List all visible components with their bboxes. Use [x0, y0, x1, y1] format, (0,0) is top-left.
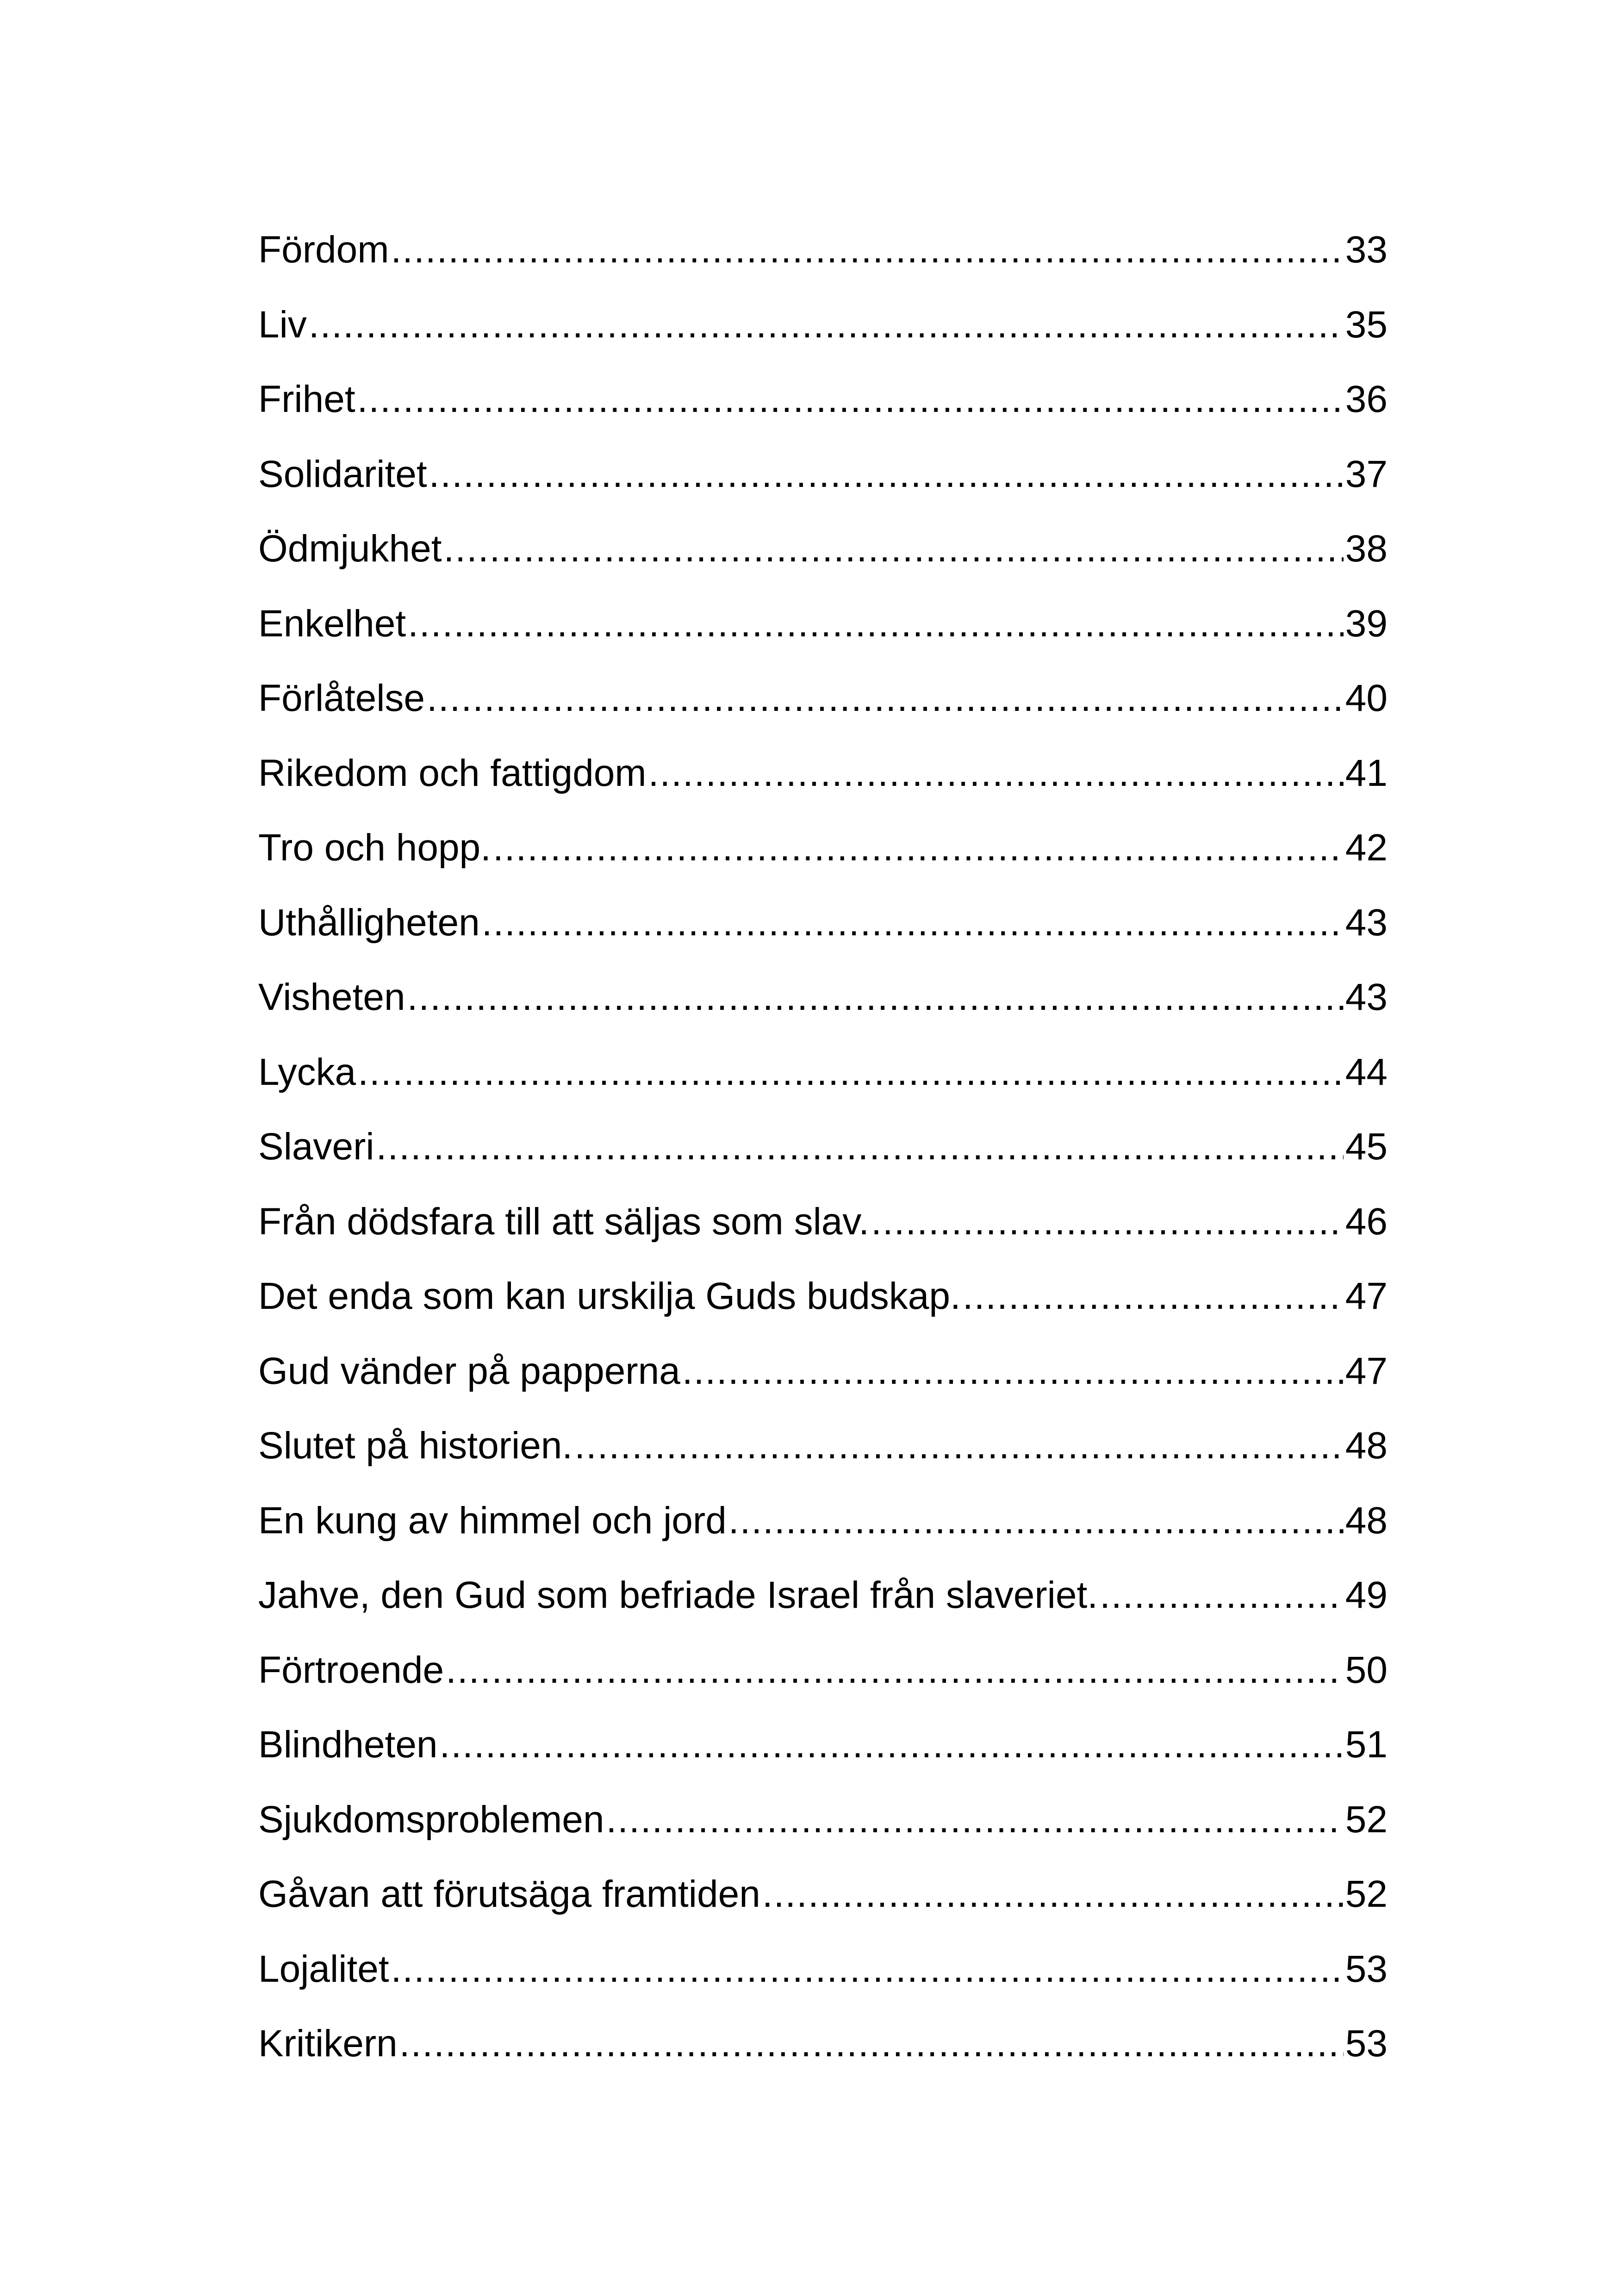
toc-entry-page-number: 53: [1345, 1948, 1388, 1990]
toc-entry-page-number: 41: [1345, 752, 1388, 794]
toc-dot-leader: [429, 437, 1344, 512]
toc-entry-page-number: 43: [1345, 901, 1388, 944]
toc-entry-title: Slaveri: [258, 1126, 374, 1168]
toc-entry[interactable]: [258, 661, 1388, 736]
toc-entry-page-number: 46: [1345, 1200, 1388, 1243]
toc-dot-leader: [574, 1408, 1344, 1483]
toc-entry-page-number: 45: [1345, 1126, 1388, 1168]
toc-dot-leader: [648, 736, 1344, 811]
toc-entry[interactable]: [258, 1857, 1388, 1932]
toc-entry-title: Frihet: [258, 378, 355, 420]
toc-entry[interactable]: [258, 736, 1388, 811]
toc-entry[interactable]: [258, 437, 1388, 512]
toc-entry-page-number: 44: [1345, 1051, 1388, 1093]
toc-entry-page-number: 52: [1345, 1798, 1388, 1841]
toc-entry-title: Solidaritet: [258, 453, 427, 495]
toc-entry[interactable]: [258, 1633, 1388, 1708]
toc-entry-title: Jahve, den Gud som befriade Israel från slaveriet.: [258, 1574, 1098, 1616]
toc-entry-title: Blindheten: [258, 1724, 438, 1766]
toc-entry-title: Ödmjukhet: [258, 528, 442, 570]
toc-entry-page-number: 35: [1345, 303, 1388, 346]
toc-entry-title: Förtroende: [258, 1649, 444, 1691]
toc-entry-title: Sjukdomsproblemen: [258, 1798, 604, 1841]
toc-entry[interactable]: [258, 810, 1388, 885]
toc-dot-leader: [427, 661, 1344, 736]
toc-entry[interactable]: [258, 1408, 1388, 1483]
toc-entry[interactable]: [258, 586, 1388, 661]
toc-dot-leader: [963, 1259, 1344, 1334]
toc-entry-title: Rikedom och fattigdom: [258, 752, 647, 794]
toc-entry-page-number: 33: [1345, 229, 1388, 271]
toc-entry-page-number: 52: [1345, 1873, 1388, 1915]
toc-entry-title: Från dödsfara till att säljas som slav.: [258, 1200, 870, 1243]
toc-entry-title: Gåvan att förutsäga framtiden: [258, 1873, 760, 1915]
toc-entry-title: Fördom: [258, 229, 389, 271]
toc-dot-leader: [440, 1707, 1344, 1782]
toc-entry-page-number: 47: [1345, 1275, 1388, 1317]
toc-entry-page-number: 42: [1345, 827, 1388, 869]
toc-entry-page-number: 43: [1345, 976, 1388, 1018]
toc-dot-leader: [357, 362, 1344, 437]
toc-dot-leader: [871, 1184, 1344, 1259]
toc-entry[interactable]: [258, 1184, 1388, 1259]
toc-entry-title: En kung av himmel och jord: [258, 1499, 727, 1542]
toc-entry-title: Liv: [258, 303, 307, 346]
toc-entry[interactable]: [258, 1782, 1388, 1857]
toc-entry[interactable]: [258, 1334, 1388, 1409]
toc-dot-leader: [399, 2006, 1344, 2081]
toc-entry-page-number: 40: [1345, 677, 1388, 719]
toc-entry-title: Det enda som kan urskilja Guds budskap.: [258, 1275, 961, 1317]
toc-entry-page-number: 37: [1345, 453, 1388, 495]
toc-entry-title: Slutet på historien.: [258, 1425, 573, 1467]
toc-entry-page-number: 51: [1345, 1724, 1388, 1766]
toc-entry-page-number: 47: [1345, 1350, 1388, 1392]
toc-entry[interactable]: [258, 1707, 1388, 1782]
toc-dot-leader: [482, 885, 1344, 960]
toc-entry-page-number: 39: [1345, 602, 1388, 645]
toc-entry[interactable]: [258, 362, 1388, 437]
toc-dot-leader: [444, 511, 1344, 586]
toc-entry-title: Förlåtelse: [258, 677, 425, 719]
toc-entry[interactable]: [258, 1558, 1388, 1633]
toc-dot-leader: [376, 1109, 1344, 1184]
toc-entry-title: Visheten: [258, 976, 405, 1018]
table-of-contents: [258, 212, 1388, 2081]
toc-dot-leader: [1100, 1558, 1344, 1633]
toc-entry-page-number: 38: [1345, 528, 1388, 570]
toc-entry-title: Tro och hopp.: [258, 827, 491, 869]
toc-dot-leader: [682, 1334, 1344, 1409]
toc-entry[interactable]: [258, 212, 1388, 287]
toc-dot-leader: [728, 1483, 1344, 1558]
toc-entry-page-number: 48: [1345, 1499, 1388, 1542]
toc-entry-page-number: 49: [1345, 1574, 1388, 1616]
toc-entry[interactable]: [258, 1483, 1388, 1558]
toc-entry[interactable]: [258, 2006, 1388, 2081]
toc-entry-title: Kritikern: [258, 2022, 398, 2065]
toc-entry-title: Gud vänder på papperna: [258, 1350, 680, 1392]
toc-dot-leader: [391, 1932, 1344, 2007]
toc-entry-title: Uthålligheten: [258, 901, 480, 944]
toc-entry-title: Enkelhet: [258, 602, 406, 645]
toc-entry[interactable]: [258, 511, 1388, 586]
toc-entry-title: Lojalitet: [258, 1948, 389, 1990]
toc-dot-leader: [408, 586, 1344, 661]
toc-entry-title: Lycka: [258, 1051, 356, 1093]
toc-entry[interactable]: [258, 1035, 1388, 1110]
toc-entry-page-number: 53: [1345, 2022, 1388, 2065]
toc-dot-leader: [446, 1633, 1344, 1708]
toc-dot-leader: [309, 287, 1344, 362]
toc-entry[interactable]: [258, 885, 1388, 960]
toc-dot-leader: [493, 810, 1344, 885]
toc-dot-leader: [407, 960, 1344, 1035]
toc-dot-leader: [391, 212, 1344, 287]
toc-dot-leader: [606, 1782, 1344, 1857]
toc-entry-page-number: 48: [1345, 1425, 1388, 1467]
toc-entry[interactable]: [258, 1259, 1388, 1334]
toc-entry[interactable]: [258, 1109, 1388, 1184]
toc-entry-page-number: 36: [1345, 378, 1388, 420]
toc-entry-page-number: 50: [1345, 1649, 1388, 1691]
toc-dot-leader: [762, 1857, 1344, 1932]
toc-entry[interactable]: [258, 1932, 1388, 2007]
toc-dot-leader: [358, 1035, 1344, 1110]
toc-entry[interactable]: [258, 287, 1388, 362]
toc-entry[interactable]: [258, 960, 1388, 1035]
